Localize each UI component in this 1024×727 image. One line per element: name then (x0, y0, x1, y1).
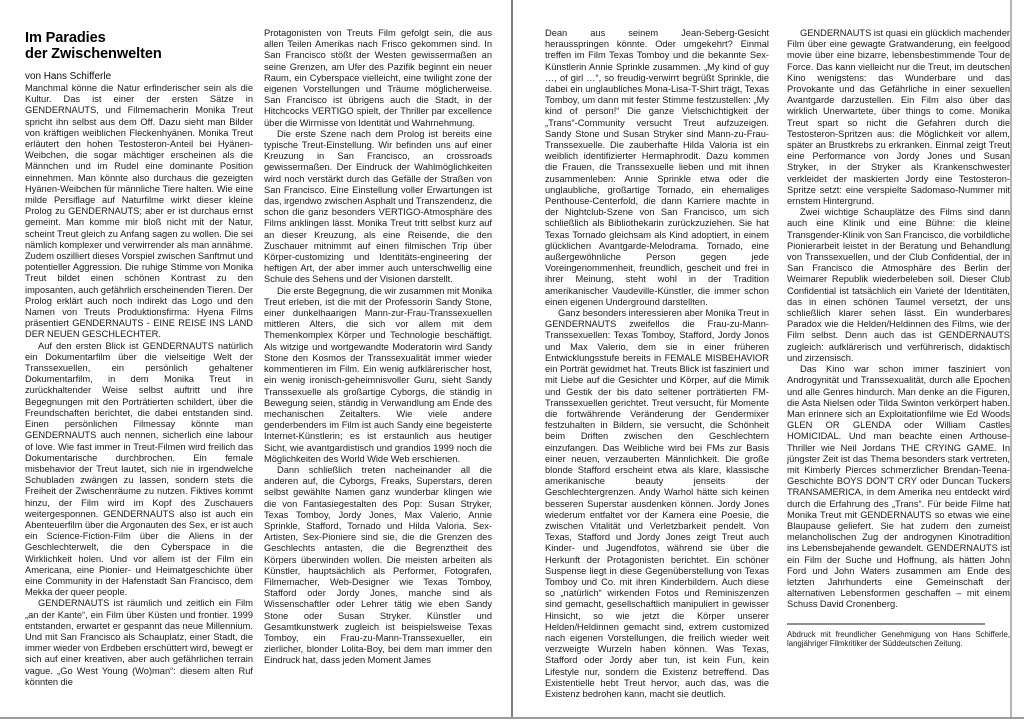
article-title-line1: Im Paradies (25, 30, 106, 46)
body-paragraph: Zwei wichtige Schauplätze des Films sind dann auch eine Klinik und eine Bühne: die kleine Transgender-Klinik von San Francisco, die vorbildliche Pionierarbeit leistet in der Beratung und Behandlung von Transsexuellen, und der Club Confidential, der in San Francisco die Atmosphäre des Berlin der Weimarer Republik wiederbeleben soll. Dieser Club Confidential ist tatsächlich ein Varieté der Identitäten, das in einen schönen Taumel versetzt, der uns schließlich klarer sehen lässt. Ein wunderbares Paradox wie die Helden/Heldinnen des Films, wie der Film selbst. Denn auch das ist GENDERNAUTS zugleich: aufklärerisch und verführerisch, didaktisch und zirzensisch. (787, 207, 1010, 363)
body-paragraph: GENDERNAUTS ist quasi ein glücklich machender Film über eine gewagte Gratwanderung, ein feelgood movie über eine bizarre, lebensbestimmende Tour de Force. Das kann vielleicht nur die Treut, im deutschen Kino wenigstens: das Wunderbare und das Provokante und das Gefährliche in einer sexuellen Avantgarde darzustellen. Ein Film also über das wirklich Unerwartete, über things to come. Monika Treut spart so nicht die Gefahren durch die Testosteron-Spritzen aus: die Möglichkeit vor allem, später an Brustkrebs zu erkranken. Einmal zeigt Treut eine Performance von Jordy Jones und Susan Stryker, in der Stryker als Krankenschwester verkleidet der maskierten Jordy eine Testosteron-Spritze setzt: eine verspielte Sadomaso-Nummer mit ernstem Hintergrund. (787, 28, 1010, 207)
body-paragraph: Protagonisten von Treuts Film gefolgt sein, die aus allen Teilen Amerikas nach Frisco gekommen sind. In San Francisco stößt der Westen gewissermaßen an seine Grenzen, am Ufer des Pazifik beginnt ein neuer Raum, ein Cyberspace vielleicht, eine twilight zone der eigenen Vorstellungen und Träume möglicherweise. San Francisco ist übrigens auch die Stadt, in der Hitchcocks VERTIGO spielt, der Thriller par excellence über die Wirrnisse von Identität und Wahrnehmung. (264, 28, 492, 128)
footnote-divider (787, 623, 985, 625)
body-paragraph: Ganz besonders interessieren aber Monika Treut in GENDERNAUTS zweifellos die Frau-zu-Mann-Transsexuellen: Texas Tomboy, Stafford, Jordy Jonos und Max Valerio, dem sie in einer früheren Entwicklungsstufe bereits in FEMALE MISBEHAVIOR ein Porträt gewidmet hat. Treuts Blick ist fasziniert und mit Liebe auf die Gesichter und Körper, auf die Mimik und Gestik der bis dato seltener porträtierten FM-Transsexuellen gerichtet. Treut versucht, für Momente die fortwährende Veränderung der Gendermixer festzuhalten in Bildern, sie versucht, die Schönheit beim Driften zwischen den Geschlechtern einzufangen. Das Weibliche wird bei FMs zur Basis einer neuen, verzauberten Männlichkeit. Die große blonde Stafford erscheint etwa als klare, klassische amerikanische beauty jenseits der Geschlechtergrenzen. Andy Warhol hätte sich keinen besseren Superstar ausdenken können. Jordy Jones wiederum entfaltet vor der Kamera eine Poesie, die zwischen Vitalität und Verletzbarkeit pendelt. Von Texas, Stafford und Jordy Jones zeigt Treut auch Kinder- und Jugendfotos, während sie über die Herkunft der Protagonisten berichtet. Ein schöner Suspense liegt in diese Gegenüberstellung von Texas Tomboy und Co. mit ihren Kinderbildern. Auch diese so „natürlich“ wirkenden Fotos und Reminiszenzen sind gemacht, gesellschaftlich manipuliert in gewisser Hinsicht, so wie jetzt die Körper unserer Helden/Heldinnen gemacht sind, extrem customized nach eigenen Vorstellungen, die freilich wieder weit verzweigte Wurzeln haben können. Was Texas, Stafford oder Jordy aber tun, ist kein Fun, kein Lifestyle nur, sondern die Existenz betreffend. Das Existentielle hebt Treut hervor, auch das, was die Existenz bedrohen kann, macht sie deutlich. (545, 308, 769, 699)
page-fold-line (511, 0, 513, 718)
body-paragraph: Manchmal könne die Natur erfinderischer sein als die Kultur. Das ist einer der ersten Sätze in GENDERNAUTS, und Filmemacherin Monika Treut spricht ihn selbst aus dem Off. Dazu sieht man Bilder von kräftigen weiblichen Fleckenhyänen. Monika Treut erläutert den hohen Testosteron-Anteil bei Hyänen-Weibchen, die sogar mächtiger erscheinen als die Männchen und im Rudel eine dominante Position einnehmen. Man könnte also durchaus die gezeigten Hyänen-Weibchen für männliche Tiere halten. Wie eine milde Persiflage auf Naturfilme wirkt dieser kleine Prolog zu GENDERNAUTS; aber er ist durchaus ernst gemeint. Man komme mir bloß nicht mit der Natur, scheint Treut gleich zu Anfang sagen zu wollen. Die sei nämlich komplexer und verwirrender als man annähme. Zudem oszilliert dieses Vorspiel zwischen Sanftmut und potentieller Aggression. Die ruhige Stimme von Monika Treut bildet einen schönen Kontrast zu den imposanten, auch gefährlich erscheinenden Tieren. Der Prolog erklärt auch noch indirekt das Logo und den Namen von Treuts Produktionsfirma: Hyena Films präsentiert GENDERNAUTS - EINE REISE INS LAND DER NEUEN GESCHLECHTER. (25, 83, 253, 340)
body-paragraph: Auf den ersten Blick ist GENDERNAUTS natürlich ein Dokumentarfilm über die vielseitige Welt der Transsexuellen, ein persönlich gehaltener Dokumentarfilm, in dem Monika Treut in zurückhaltender Weise selbst auftritt und ihre Begegnungen mit den Porträtierten schildert, über die Freundschaften berichtet, die dabei entstanden sind. Einen persönlichen Filmessay könnte man GENDERNAUTS auch nennen, sicherlich eine labour of love. Wie fast immer in Treut-Filmen wird freilich das Dokumentarische durchbrochen. Ein female misbehavior der Treut lautet, sich nie in irgendwelche Schubladen zwängen zu lassen, sondern stets die Freiheit der Zwischenräume zu nutzen. Fiktives kommt hinzu, der Film wird im Kopf des Zuschauers weitergesponnen. GENDERNAUTS also ist auch ein Abenteuerfilm über die Argonauten des Sex, er ist auch ein Science-Fiction-Film über die Aliens in der Geschlechterwelt, die den Cyberspace in die Wirklichkeit holen. Und vor allem ist der Film ein Americana, eine Pionier- und Heimatgeschichte über eine Community in der Hafenstadt San Francisco, dem Mekka der queer people. (25, 340, 253, 598)
column-4 (787, 28, 1010, 718)
column-1 (25, 30, 253, 718)
body-paragraph: Die erste Szene nach dem Prolog ist bereits eine typische Treut-Einstellung. Wir befinden uns auf einer Kreuzung in San Francisco, an crossroads gewissermaßen. Der Eindruck der Wahlmöglichkeiten wird noch verstärkt durch das Gefälle der Straßen von San Francisco. Eine Einstellung voller Erwartungen ist das, irgendwo zwischen Asphalt und Transzendenz, die schon die ganz besonders VERTIGO-Atmosphäre des Films anklingen lässt. Monika Treut tritt selbst kurz auf an dieser Kreuzung, als eine Reisende, die den Zuschauer mitnimmt auf einen filmischen Trip über Körper-customizing und Identitäts-engineering der heftigen Art, der aber immer auch unterschwellig eine Schule des Sehens und der Visionen darstellt. (264, 128, 492, 285)
byline: von Hans Schifferle (25, 71, 112, 82)
body-paragraph: Das Kino war schon immer fasziniert von Androgynität und Transsexualität, durch alle Epochen und alle Genres hindurch. Man denke an die Figuren, die Asta Nielsen oder Tilda Swinton verkörpert haben. Man erinnere sich an Exploitationfilme wie Ed Woods GLEN OR GLENDA oder William Castles HOMICIDAL. Und man beachte einen Arthouse-Thriller wie Neil Jordans THE CRYING GAME. In jüngster Zeit ist das Thema besonders stark vertreten, mit Kimberly Pierces schmerzlicher Brendan-Teena-Geschichte BOYS DON'T CRY oder Duncan Tuckers TRANSAMERICA, in dem Amerika neu entdeckt wird durch die Erfahrung des „Trans“. Für beide Filme hat Monika Treut mit GENDERNAUTS so etwas wie eine Blaupause geliefert. Sie hat zudem den zumeist melancholischen Zug der androgynen Kinotradition ins Lebensbejahende gewandelt. GENDERNAUTS ist ein Film der Suche und Hoffnung, als hätten John Ford und John Waters zusammen am Ende des letzten Jahrhunderts eine Gemeinschaft der alternativen Lebensformen geschaffen – mit einem Schuss David Cronenberg. (787, 364, 1010, 610)
bottom-page-edge (0, 717, 1024, 719)
right-page-edge (1010, 0, 1012, 718)
body-paragraph: Dann schließlich treten nacheinander all die anderen auf, die Cyborgs, Freaks, Superstars, deren selbst gewählte Namen ganz wunderbar klingen wie die von Fantasiegestalten des Pop: Susan Stryker, Texas Tomboy, Jordy Jones, Max Valerio, Annie Sprinkle, Stafford, Tornado und Hilda Valoria. Sex-Artisten, Sex-Pioniere sind sie, die die Grenzen des Geschlechts antasten, die die Begrenztheit des Körpers überwinden wollen. Die meisten arbeiten als Künstler, hauptsächlich als Performer, Fotografen, Filmemacher, Web-Designer wie Texas Tomboy, Stafford oder Jordy Jones, manche sind als Wissenschaftler oder Lehrer tätig wie eben Sandy Stone oder Susan Stryker. Künstler und Gesamtkunstwerk zugleich ist beispielsweise Texas Tomboy, ein Frau-zu-Mann-Transsexueller, ein zierlicher, blonder Lolita-Boy, bei dem man immer den Eindruck hat, dass jeden Moment James (264, 464, 492, 666)
body-paragraph: Die erste Begegnung, die wir zusammen mit Monika Treut erleben, ist die mit der Professorin Sandy Stone, einer dunkelhaarigen Mann-zur-Frau-Transsexuellen mittleren Alters, die sich vor allem mit dem Themenkomplex Körper und Technologie beschäftigt. Als witzige und wortgewandte Moderatorin wird Sandy Stone den Kosmos der Transsexualität immer wieder kommentieren im Film. Ein wenig aufklärerischer host, ein wenig ironisch-geheimnisvoller Guru, sieht Sandy Transsexuelle als großartige Cyborgs, die ständig in Bewegung seien, ständig in Verwandlung am Ende des mechanischen Zeitalters. Wie viele andere genderbenders im Film ist auch Sandy eine begeisterte Internet-Künstlerin; es ist erstaunlich aus heutiger Sicht, wie avantgardistisch und grandios 1999 noch die Möglichkeiten des World Wide Web erschienen. (264, 285, 492, 464)
column-2 (264, 28, 492, 718)
body-paragraph: Dean aus seinem Jean-Seberg-Gesicht herausspringen könnte. Oder umgekehrt? Einmal treffen im Film Texas Tomboy und die bekannte Sex-Künstlerin Annie Sprinkle zusammen. „My kind of guy …, of girl …“, so freudig-verwirrt begrüßt Sprinkle, die dabei ein unglaubliches Mona-Lisa-T-Shirt trägt, Texas Tomboy, um dann mit fester Stimme festzustellen: „My kind of person!“ Die ganze Vielschichtigkeit der „Trans“-Community versucht Treut aufzuzeigen. Sandy Stone und Susan Stryker sind Mann-zu-Frau-Transsexuelle. Die zauberhafte Hilda Valoria ist ein weiblich identifizierter Hermaphrodit. Dazu kommen die Frauen, die Transsexuelle lieben und mit ihnen zusammenleben: Annie Sprinkle etwa oder die unglaubliche, großartige Tornado, ein ehemaliges Penthouse-Centerfold, die dann Karriere machte in der Nightclub-Szene von San Francisco, um sich schließlich als Bibliothekarin zurückzuziehen. Sie hat Texas Tornado gleichsam als Kind adoptiert, in einem glücklichen Avantgarde-Melodrama. Tornado, eine außergewöhnliche Person gegen jede Voreingenommenheit, freundlich, gescheit und frei in ihrer Meinung, steht wohl in der Tradition amerikanischer Vaudeville-Künstler, die immer schon einen eigenen Underground darstellten. (545, 28, 769, 307)
article-title (25, 30, 253, 62)
footnote: Abdruck mit freundlicher Genehmigung von Hans Schifferle, langjähriger Filmkritiker der Süddeutschen Zeitung. (787, 629, 1010, 649)
column-3 (545, 28, 769, 718)
body-paragraph: GENDERNAUTS ist räumlich und zeitlich ein Film „an der Kante“, ein Film über Küsten und frontier. 1999 entstanden, erwartet er gespannt das neue Millennium. Und mit San Francisco als Schauplatz, einer Stadt, die immer wieder von Erdbeben erschüttert wird, bewegt er sich auf einer kreativen, aber auch gefährlichen terrain vague. „Go West Young (Wo)man“: diesem alten Ruf könnten die (25, 598, 253, 687)
article-title-line2: der Zwischenwelten (25, 46, 162, 62)
